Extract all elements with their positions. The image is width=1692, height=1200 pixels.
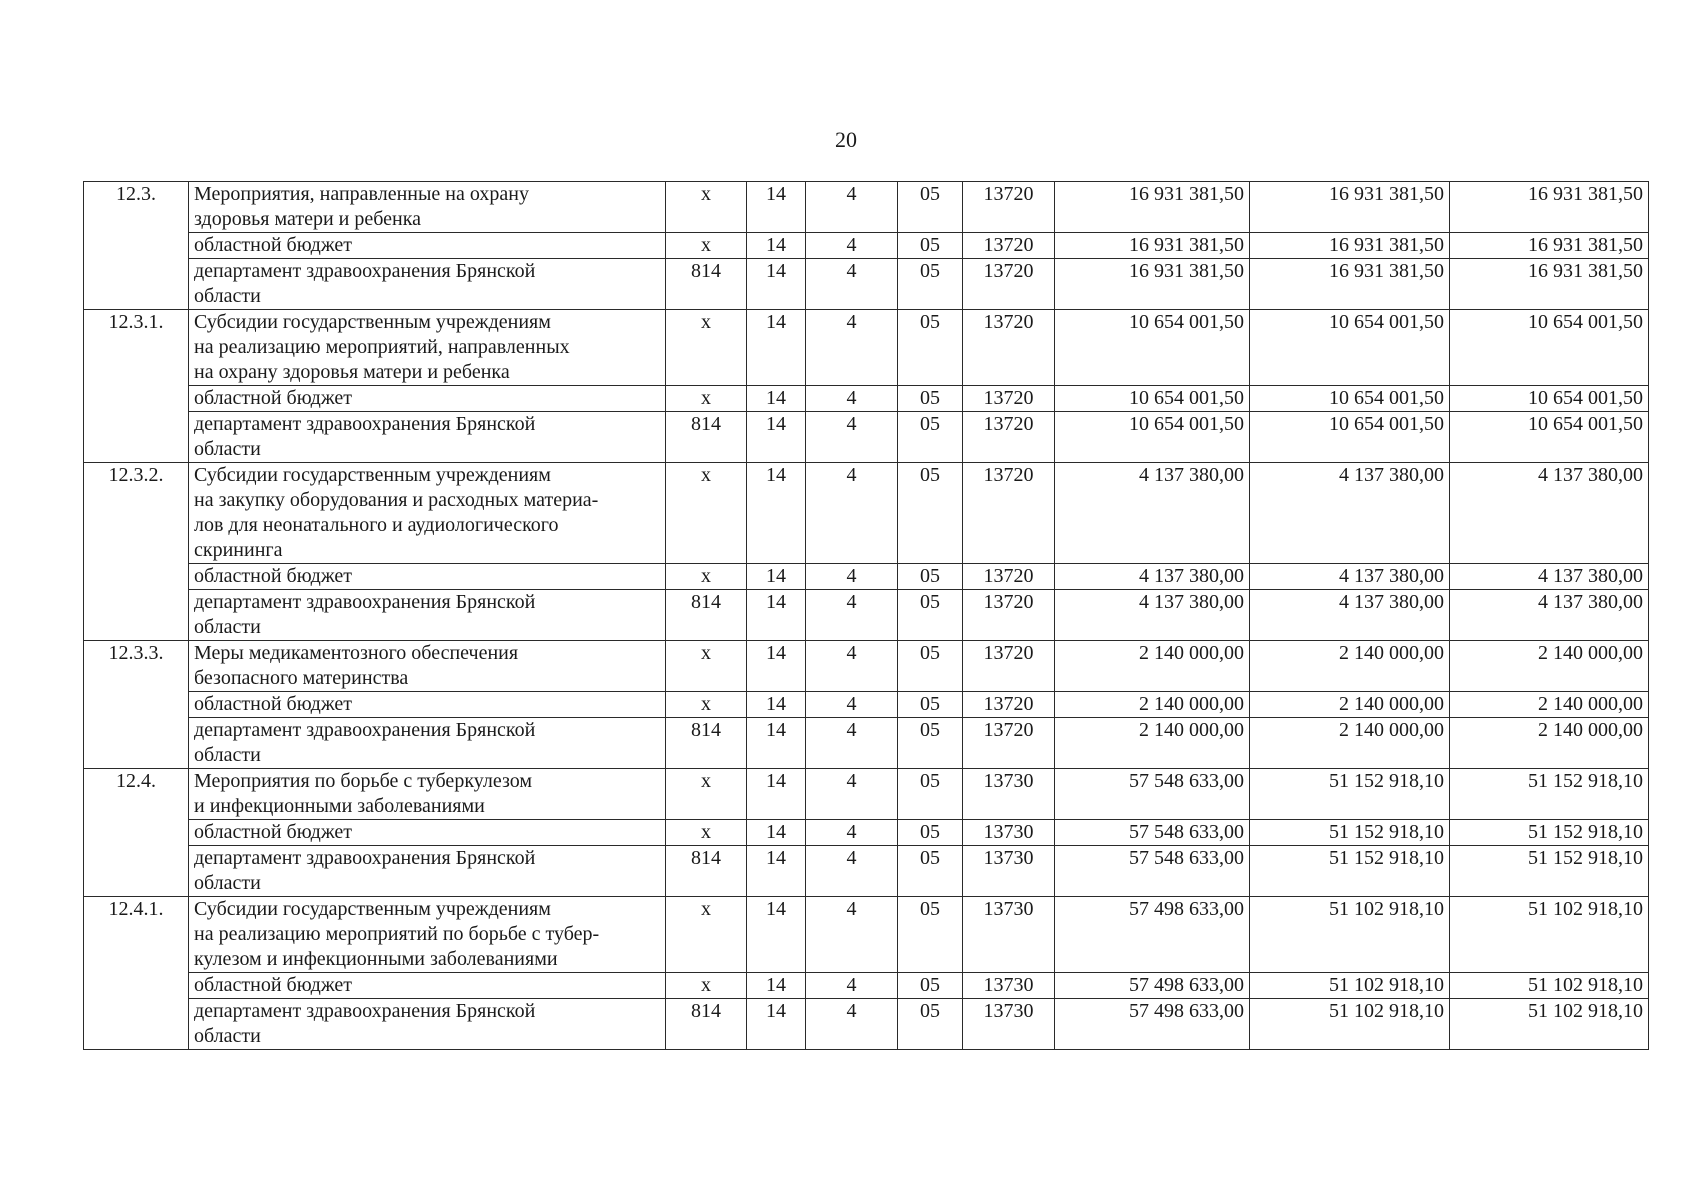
- description-cell: [189, 564, 666, 590]
- program-cell: 4: [806, 692, 898, 718]
- grbs-cell: х: [666, 182, 747, 233]
- section-cell: 14: [747, 769, 806, 820]
- subprogram-cell: 05: [898, 463, 963, 564]
- section-cell: 14: [747, 233, 806, 259]
- description-line: скрининга: [194, 539, 283, 561]
- table-row: [84, 692, 1649, 718]
- amount-year2-cell: 10 654 001,50: [1250, 310, 1450, 386]
- subprogram-cell: 05: [898, 412, 963, 463]
- amount-year3-cell: 51 102 918,10: [1450, 897, 1649, 973]
- amount-year1-cell: 16 931 381,50: [1055, 259, 1250, 310]
- table-row: [84, 973, 1649, 999]
- section-cell: 14: [747, 412, 806, 463]
- subprogram-cell: 05: [898, 999, 963, 1050]
- item-number-cell: 12.4.: [84, 769, 189, 897]
- direction-cell: 13720: [963, 182, 1055, 233]
- section-cell: 14: [747, 182, 806, 233]
- section-cell: 14: [747, 897, 806, 973]
- direction-cell: 13720: [963, 641, 1055, 692]
- amount-year1-cell: 10 654 001,50: [1055, 412, 1250, 463]
- description-cell: [189, 973, 666, 999]
- amount-year2-cell: 16 931 381,50: [1250, 259, 1450, 310]
- table-row: [84, 310, 1649, 386]
- amount-year3-cell: 10 654 001,50: [1450, 412, 1649, 463]
- description-line: области: [194, 744, 261, 766]
- amount-year2-cell: 51 152 918,10: [1250, 820, 1450, 846]
- table-body: [84, 182, 1649, 1050]
- description-line: департамент здравоохранения Брянской: [194, 413, 536, 435]
- table-row: [84, 846, 1649, 897]
- description-line: области: [194, 285, 261, 307]
- amount-year1-cell: 57 548 633,00: [1055, 769, 1250, 820]
- program-cell: 4: [806, 846, 898, 897]
- subprogram-cell: 05: [898, 259, 963, 310]
- description-line: департамент здравоохранения Брянской: [194, 591, 536, 613]
- direction-cell: 13720: [963, 692, 1055, 718]
- grbs-cell: х: [666, 233, 747, 259]
- direction-cell: 13730: [963, 897, 1055, 973]
- description-cell: [189, 820, 666, 846]
- table-row: [84, 233, 1649, 259]
- grbs-cell: х: [666, 820, 747, 846]
- amount-year2-cell: 4 137 380,00: [1250, 564, 1450, 590]
- amount-year2-cell: 2 140 000,00: [1250, 641, 1450, 692]
- subprogram-cell: 05: [898, 386, 963, 412]
- subprogram-cell: 05: [898, 590, 963, 641]
- description-cell: [189, 718, 666, 769]
- description-line: кулезом и инфекционными заболеваниями: [194, 948, 558, 970]
- description-line: Мероприятия по борьбе с туберкулезом: [194, 770, 533, 792]
- subprogram-cell: 05: [898, 182, 963, 233]
- subprogram-cell: 05: [898, 718, 963, 769]
- subprogram-cell: 05: [898, 973, 963, 999]
- program-cell: 4: [806, 973, 898, 999]
- item-number-cell: 12.4.1.: [84, 897, 189, 1050]
- table-row: [84, 641, 1649, 692]
- direction-cell: 13720: [963, 310, 1055, 386]
- description-line: департамент здравоохранения Брянской: [194, 719, 536, 741]
- amount-year2-cell: 2 140 000,00: [1250, 692, 1450, 718]
- subprogram-cell: 05: [898, 564, 963, 590]
- description-cell: [189, 692, 666, 718]
- description-cell: [189, 463, 666, 564]
- description-line: областной бюджет: [194, 234, 353, 256]
- program-cell: 4: [806, 590, 898, 641]
- amount-year1-cell: 4 137 380,00: [1055, 590, 1250, 641]
- description-line: на охрану здоровья матери и ребенка: [194, 361, 510, 383]
- direction-cell: 13720: [963, 386, 1055, 412]
- amount-year2-cell: 51 102 918,10: [1250, 999, 1450, 1050]
- amount-year2-cell: 4 137 380,00: [1250, 590, 1450, 641]
- grbs-cell: 814: [666, 412, 747, 463]
- amount-year1-cell: 57 498 633,00: [1055, 897, 1250, 973]
- amount-year1-cell: 16 931 381,50: [1055, 182, 1250, 233]
- page-number: 20: [835, 127, 857, 152]
- section-cell: 14: [747, 590, 806, 641]
- amount-year2-cell: 10 654 001,50: [1250, 412, 1450, 463]
- description-line: на закупку оборудования и расходных материа-: [194, 489, 599, 511]
- direction-cell: 13720: [963, 590, 1055, 641]
- description-line: департамент здравоохранения Брянской: [194, 1000, 536, 1022]
- item-number-cell: 12.3.: [84, 182, 189, 310]
- grbs-cell: х: [666, 692, 747, 718]
- amount-year3-cell: 10 654 001,50: [1450, 310, 1649, 386]
- subprogram-cell: 05: [898, 641, 963, 692]
- description-line: Мероприятия, направленные на охрану: [194, 183, 529, 205]
- amount-year3-cell: 10 654 001,50: [1450, 386, 1649, 412]
- amount-year1-cell: 16 931 381,50: [1055, 233, 1250, 259]
- description-cell: [189, 590, 666, 641]
- amount-year3-cell: 2 140 000,00: [1450, 692, 1649, 718]
- description-line: департамент здравоохранения Брянской: [194, 260, 536, 282]
- table-row: [84, 590, 1649, 641]
- section-cell: 14: [747, 692, 806, 718]
- description-line: областной бюджет: [194, 821, 353, 843]
- program-cell: 4: [806, 412, 898, 463]
- table-row: [84, 769, 1649, 820]
- program-cell: 4: [806, 564, 898, 590]
- grbs-cell: х: [666, 641, 747, 692]
- grbs-cell: х: [666, 769, 747, 820]
- amount-year2-cell: 51 102 918,10: [1250, 973, 1450, 999]
- description-line: на реализацию мероприятий по борьбе с тубер-: [194, 923, 600, 945]
- program-cell: 4: [806, 769, 898, 820]
- program-cell: 4: [806, 233, 898, 259]
- table-row: [84, 463, 1649, 564]
- program-cell: 4: [806, 386, 898, 412]
- description-line: области: [194, 438, 261, 460]
- subprogram-cell: 05: [898, 846, 963, 897]
- grbs-cell: 814: [666, 846, 747, 897]
- section-cell: 14: [747, 463, 806, 564]
- section-cell: 14: [747, 846, 806, 897]
- amount-year3-cell: 4 137 380,00: [1450, 463, 1649, 564]
- program-cell: 4: [806, 182, 898, 233]
- description-cell: [189, 769, 666, 820]
- subprogram-cell: 05: [898, 692, 963, 718]
- amount-year1-cell: 2 140 000,00: [1055, 692, 1250, 718]
- program-cell: 4: [806, 463, 898, 564]
- amount-year1-cell: 10 654 001,50: [1055, 386, 1250, 412]
- section-cell: 14: [747, 973, 806, 999]
- direction-cell: 13720: [963, 259, 1055, 310]
- amount-year1-cell: 10 654 001,50: [1055, 310, 1250, 386]
- description-line: областной бюджет: [194, 565, 353, 587]
- amount-year1-cell: 4 137 380,00: [1055, 564, 1250, 590]
- amount-year3-cell: 4 137 380,00: [1450, 590, 1649, 641]
- description-cell: [189, 897, 666, 973]
- grbs-cell: 814: [666, 999, 747, 1050]
- amount-year3-cell: 51 152 918,10: [1450, 769, 1649, 820]
- description-cell: [189, 386, 666, 412]
- direction-cell: 13720: [963, 718, 1055, 769]
- amount-year2-cell: 4 137 380,00: [1250, 463, 1450, 564]
- amount-year3-cell: 51 152 918,10: [1450, 820, 1649, 846]
- description-line: лов для неонатального и аудиологического: [194, 514, 559, 536]
- section-cell: 14: [747, 820, 806, 846]
- grbs-cell: х: [666, 463, 747, 564]
- program-cell: 4: [806, 999, 898, 1050]
- grbs-cell: х: [666, 564, 747, 590]
- amount-year2-cell: 16 931 381,50: [1250, 182, 1450, 233]
- description-cell: [189, 310, 666, 386]
- subprogram-cell: 05: [898, 233, 963, 259]
- program-cell: 4: [806, 820, 898, 846]
- description-line: области: [194, 872, 261, 894]
- amount-year2-cell: 16 931 381,50: [1250, 233, 1450, 259]
- grbs-cell: 814: [666, 590, 747, 641]
- program-cell: 4: [806, 259, 898, 310]
- amount-year3-cell: 51 102 918,10: [1450, 973, 1649, 999]
- amount-year2-cell: 10 654 001,50: [1250, 386, 1450, 412]
- table-row: [84, 564, 1649, 590]
- grbs-cell: 814: [666, 259, 747, 310]
- direction-cell: 13720: [963, 233, 1055, 259]
- amount-year1-cell: 2 140 000,00: [1055, 718, 1250, 769]
- subprogram-cell: 05: [898, 310, 963, 386]
- direction-cell: 13730: [963, 769, 1055, 820]
- description-cell: [189, 182, 666, 233]
- description-cell: [189, 641, 666, 692]
- grbs-cell: х: [666, 973, 747, 999]
- table-row: [84, 999, 1649, 1050]
- subprogram-cell: 05: [898, 769, 963, 820]
- direction-cell: 13730: [963, 999, 1055, 1050]
- table-row: [84, 182, 1649, 233]
- budget-table: [83, 181, 1649, 1050]
- description-cell: [189, 846, 666, 897]
- item-number-cell: 12.3.3.: [84, 641, 189, 769]
- description-line: областной бюджет: [194, 693, 353, 715]
- grbs-cell: х: [666, 897, 747, 973]
- description-line: на реализацию мероприятий, направленных: [194, 336, 570, 358]
- description-line: Меры медикаментозного обеспечения: [194, 642, 519, 664]
- description-cell: [189, 233, 666, 259]
- description-line: Субсидии государственным учреждениям: [194, 311, 551, 333]
- table-row: [84, 718, 1649, 769]
- program-cell: 4: [806, 310, 898, 386]
- direction-cell: 13720: [963, 463, 1055, 564]
- amount-year3-cell: 16 931 381,50: [1450, 259, 1649, 310]
- amount-year2-cell: 51 152 918,10: [1250, 769, 1450, 820]
- description-line: областной бюджет: [194, 974, 353, 996]
- table-row: [84, 412, 1649, 463]
- amount-year3-cell: 51 102 918,10: [1450, 999, 1649, 1050]
- amount-year1-cell: 2 140 000,00: [1055, 641, 1250, 692]
- amount-year2-cell: 2 140 000,00: [1250, 718, 1450, 769]
- amount-year3-cell: 4 137 380,00: [1450, 564, 1649, 590]
- description-line: области: [194, 616, 261, 638]
- amount-year1-cell: 4 137 380,00: [1055, 463, 1250, 564]
- description-cell: [189, 412, 666, 463]
- amount-year3-cell: 16 931 381,50: [1450, 233, 1649, 259]
- description-line: безопасного материнства: [194, 667, 409, 689]
- program-cell: 4: [806, 897, 898, 973]
- description-line: области: [194, 1025, 261, 1047]
- amount-year3-cell: 2 140 000,00: [1450, 718, 1649, 769]
- item-number-cell: 12.3.1.: [84, 310, 189, 463]
- description-cell: [189, 999, 666, 1050]
- section-cell: 14: [747, 641, 806, 692]
- grbs-cell: 814: [666, 718, 747, 769]
- direction-cell: 13730: [963, 820, 1055, 846]
- amount-year1-cell: 57 498 633,00: [1055, 999, 1250, 1050]
- grbs-cell: х: [666, 386, 747, 412]
- amount-year3-cell: 51 152 918,10: [1450, 846, 1649, 897]
- grbs-cell: х: [666, 310, 747, 386]
- section-cell: 14: [747, 310, 806, 386]
- table-row: [84, 386, 1649, 412]
- program-cell: 4: [806, 641, 898, 692]
- subprogram-cell: 05: [898, 897, 963, 973]
- table-row: [84, 897, 1649, 973]
- description-line: областной бюджет: [194, 387, 353, 409]
- item-number-cell: 12.3.2.: [84, 463, 189, 641]
- table-row: [84, 820, 1649, 846]
- direction-cell: 13730: [963, 846, 1055, 897]
- section-cell: 14: [747, 564, 806, 590]
- description-line: департамент здравоохранения Брянской: [194, 847, 536, 869]
- direction-cell: 13720: [963, 564, 1055, 590]
- amount-year2-cell: 51 102 918,10: [1250, 897, 1450, 973]
- subprogram-cell: 05: [898, 820, 963, 846]
- section-cell: 14: [747, 259, 806, 310]
- amount-year1-cell: 57 548 633,00: [1055, 820, 1250, 846]
- amount-year1-cell: 57 498 633,00: [1055, 973, 1250, 999]
- description-line: Субсидии государственным учреждениям: [194, 464, 551, 486]
- section-cell: 14: [747, 718, 806, 769]
- amount-year3-cell: 2 140 000,00: [1450, 641, 1649, 692]
- description-line: здоровья матери и ребенка: [194, 208, 422, 230]
- description-line: и инфекционными заболеваниями: [194, 795, 485, 817]
- description-cell: [189, 259, 666, 310]
- section-cell: 14: [747, 386, 806, 412]
- amount-year1-cell: 57 548 633,00: [1055, 846, 1250, 897]
- amount-year3-cell: 16 931 381,50: [1450, 182, 1649, 233]
- program-cell: 4: [806, 718, 898, 769]
- description-line: Субсидии государственным учреждениям: [194, 898, 551, 920]
- section-cell: 14: [747, 999, 806, 1050]
- direction-cell: 13720: [963, 412, 1055, 463]
- table-row: [84, 259, 1649, 310]
- amount-year2-cell: 51 152 918,10: [1250, 846, 1450, 897]
- direction-cell: 13730: [963, 973, 1055, 999]
